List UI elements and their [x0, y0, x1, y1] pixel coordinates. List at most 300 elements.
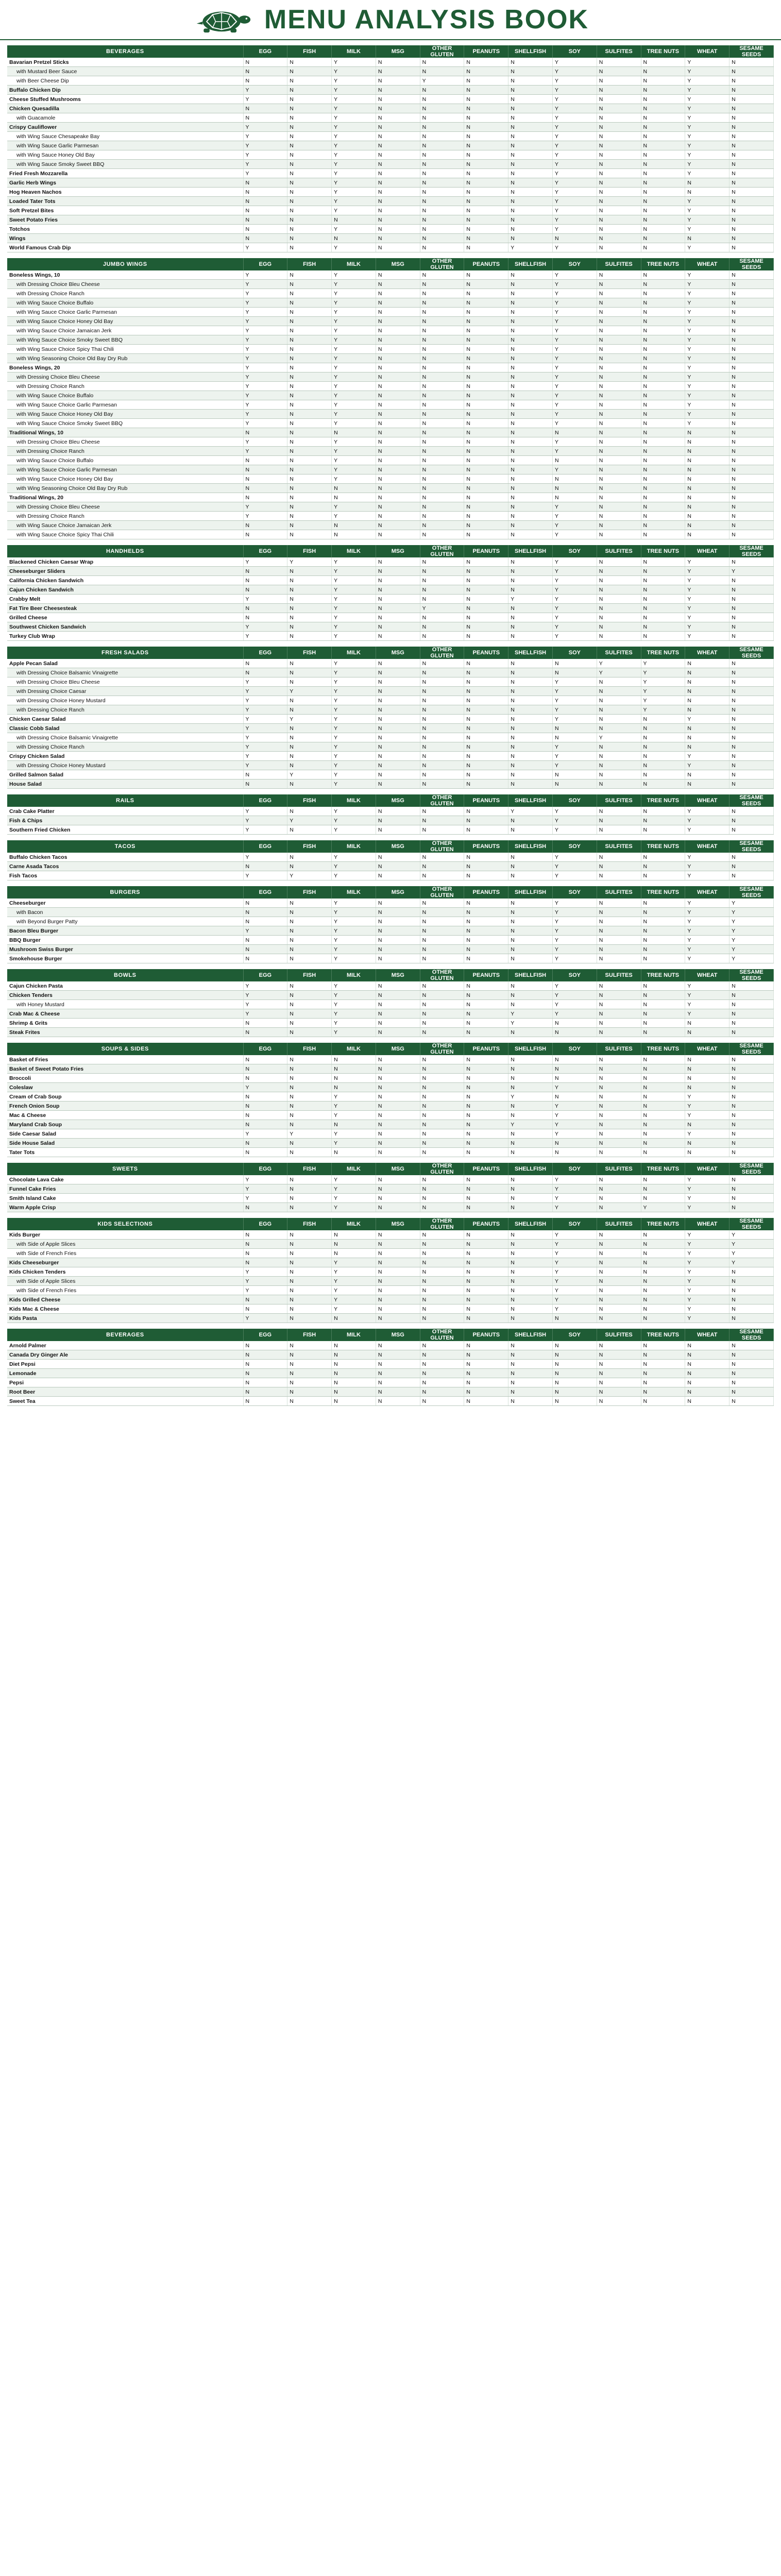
allergen-cell: N — [287, 530, 332, 539]
table-row — [7, 1295, 774, 1304]
allergen-cell: N — [332, 1120, 376, 1129]
allergen-cell: N — [508, 576, 553, 585]
allergen-cell: Y — [332, 733, 376, 742]
table-row — [7, 86, 774, 95]
table-row — [7, 604, 774, 613]
allergen-cell: N — [729, 1341, 774, 1350]
allergen-cell: N — [376, 1064, 420, 1074]
modifier-name: with Wing Sauce Smoky Sweet BBQ — [7, 160, 243, 169]
item-name: Southern Fried Chicken — [7, 825, 243, 835]
allergen-cell: N — [597, 308, 641, 317]
allergen-cell: N — [287, 1092, 332, 1101]
allergen-cell: Y — [685, 1286, 729, 1295]
allergen-cell: Y — [685, 816, 729, 825]
table-row — [7, 243, 774, 252]
allergen-cell: N — [376, 1120, 420, 1129]
allergen-cell: N — [508, 391, 553, 400]
modifier-name: with Side of French Fries — [7, 1249, 243, 1258]
allergen-cell: N — [641, 595, 685, 604]
allergen-cell: N — [287, 400, 332, 410]
allergen-cell: N — [287, 1378, 332, 1387]
allergen-cell: N — [685, 1148, 729, 1157]
allergen-cell: N — [420, 1304, 464, 1314]
allergen-cell: N — [729, 493, 774, 502]
allergen-cell: N — [464, 1083, 508, 1092]
allergen-cell: N — [597, 502, 641, 512]
allergen-cell: N — [729, 298, 774, 308]
allergen-cell: N — [243, 76, 287, 86]
allergen-cell: N — [729, 557, 774, 567]
section-title: SWEETS — [7, 1163, 243, 1175]
allergen-cell: N — [287, 761, 332, 770]
column-header: EGG — [243, 545, 287, 557]
allergen-cell: N — [420, 1129, 464, 1139]
allergen-cell: N — [729, 474, 774, 484]
table-row — [7, 595, 774, 604]
allergen-cell: Y — [641, 668, 685, 677]
column-header: SULFITES — [597, 1329, 641, 1341]
allergen-cell: N — [464, 141, 508, 150]
allergen-cell: N — [597, 1194, 641, 1203]
allergen-cell: N — [464, 981, 508, 991]
allergen-cell: N — [287, 326, 332, 335]
allergen-cell: N — [287, 58, 332, 67]
allergen-cell: N — [243, 428, 287, 437]
allergen-cell: Y — [685, 1258, 729, 1267]
turtle-logo-icon — [192, 5, 253, 35]
column-header: MSG — [376, 545, 420, 557]
allergen-cell: Y — [332, 76, 376, 86]
allergen-cell: N — [464, 372, 508, 382]
allergen-cell: Y — [332, 1101, 376, 1111]
table-row — [7, 1249, 774, 1258]
allergen-cell: N — [597, 1111, 641, 1120]
allergen-cell: Y — [552, 761, 597, 770]
table-row — [7, 400, 774, 410]
allergen-cell: N — [376, 197, 420, 206]
item-name: Totchos — [7, 225, 243, 234]
allergen-cell: N — [597, 899, 641, 908]
allergen-cell: N — [376, 677, 420, 687]
allergen-cell: Y — [243, 298, 287, 308]
allergen-cell: N — [376, 668, 420, 677]
allergen-cell: N — [376, 530, 420, 539]
table-row — [7, 715, 774, 724]
allergen-cell: N — [508, 705, 553, 715]
allergen-cell: Y — [685, 991, 729, 1000]
allergen-cell: N — [376, 936, 420, 945]
allergen-cell: Y — [243, 696, 287, 705]
allergen-cell: N — [641, 991, 685, 1000]
allergen-cell: N — [287, 1148, 332, 1157]
item-name: Basket of Fries — [7, 1055, 243, 1064]
allergen-cell: N — [420, 1092, 464, 1101]
allergen-cell: N — [287, 705, 332, 715]
column-header: FISH — [287, 840, 332, 853]
allergen-cell: N — [729, 1194, 774, 1203]
allergen-cell: Y — [685, 1230, 729, 1240]
modifier-name: with Wing Sauce Choice Buffalo — [7, 391, 243, 400]
menu-sections — [0, 40, 781, 1406]
allergen-cell: N — [420, 853, 464, 862]
section-title: HANDHELDS — [7, 545, 243, 557]
allergen-cell: N — [420, 1240, 464, 1249]
section-table — [7, 1218, 774, 1323]
allergen-cell: N — [552, 779, 597, 789]
allergen-cell: N — [464, 86, 508, 95]
allergen-cell: N — [243, 225, 287, 234]
allergen-cell: N — [420, 372, 464, 382]
allergen-cell: N — [287, 178, 332, 188]
allergen-cell: N — [376, 465, 420, 474]
section-title: JUMBO WINGS — [7, 258, 243, 270]
allergen-cell: N — [508, 437, 553, 447]
allergen-cell: Y — [332, 696, 376, 705]
allergen-cell: N — [332, 521, 376, 530]
item-name: Sweet Potato Fries — [7, 215, 243, 225]
allergen-cell: N — [685, 1074, 729, 1083]
allergen-cell: N — [597, 622, 641, 632]
modifier-name: with Dressing Choice Bleu Cheese — [7, 677, 243, 687]
allergen-cell: N — [243, 113, 287, 123]
allergen-cell: Y — [552, 178, 597, 188]
modifier-name: with Wing Sauce Choice Jamaican Jerk — [7, 521, 243, 530]
allergen-cell: N — [729, 715, 774, 724]
allergen-cell: Y — [641, 1203, 685, 1212]
section-header-row — [7, 45, 774, 58]
allergen-cell: Y — [508, 1019, 553, 1028]
allergen-cell: N — [376, 67, 420, 76]
allergen-cell: N — [243, 484, 287, 493]
allergen-cell: N — [420, 160, 464, 169]
item-name: Cajun Chicken Pasta — [7, 981, 243, 991]
table-row — [7, 981, 774, 991]
allergen-cell: N — [464, 1295, 508, 1304]
column-header: SOY — [552, 886, 597, 899]
allergen-cell: Y — [332, 779, 376, 789]
allergen-cell: N — [685, 178, 729, 188]
allergen-cell: Y — [332, 298, 376, 308]
allergen-cell: Y — [685, 622, 729, 632]
modifier-name: with Side of Apple Slices — [7, 1277, 243, 1286]
allergen-cell: N — [464, 113, 508, 123]
allergen-cell: Y — [552, 326, 597, 335]
allergen-cell: N — [685, 770, 729, 779]
allergen-cell: N — [685, 1387, 729, 1397]
item-name: House Salad — [7, 779, 243, 789]
allergen-cell: N — [597, 715, 641, 724]
column-header: SULFITES — [597, 1163, 641, 1175]
allergen-cell: N — [332, 1369, 376, 1378]
allergen-cell: Y — [552, 1101, 597, 1111]
allergen-cell: N — [287, 76, 332, 86]
allergen-cell: N — [420, 936, 464, 945]
allergen-cell: N — [420, 742, 464, 752]
allergen-cell: Y — [243, 1267, 287, 1277]
allergen-cell: N — [464, 1064, 508, 1074]
allergen-cell: N — [641, 280, 685, 289]
allergen-cell: N — [508, 945, 553, 954]
allergen-cell: N — [508, 1175, 553, 1184]
allergen-cell: N — [420, 1203, 464, 1212]
allergen-cell: N — [376, 1258, 420, 1267]
allergen-cell: N — [508, 428, 553, 437]
table-row — [7, 1397, 774, 1406]
column-header: OTHER GLUTEN — [420, 545, 464, 557]
allergen-cell: Y — [552, 502, 597, 512]
allergen-cell: N — [729, 1304, 774, 1314]
allergen-cell: N — [243, 613, 287, 622]
allergen-cell: N — [376, 178, 420, 188]
allergen-cell: Y — [332, 567, 376, 576]
allergen-cell: N — [508, 484, 553, 493]
allergen-cell: N — [287, 613, 332, 622]
allergen-cell: N — [597, 335, 641, 345]
allergen-cell: N — [597, 705, 641, 715]
allergen-cell: N — [464, 160, 508, 169]
allergen-cell: N — [376, 391, 420, 400]
allergen-cell: N — [685, 724, 729, 733]
allergen-cell: N — [641, 604, 685, 613]
allergen-cell: N — [376, 1387, 420, 1397]
table-row — [7, 1286, 774, 1295]
allergen-cell: N — [376, 474, 420, 484]
allergen-cell: N — [243, 197, 287, 206]
allergen-cell: N — [420, 150, 464, 160]
allergen-cell: N — [287, 1175, 332, 1184]
allergen-cell: N — [729, 484, 774, 493]
allergen-cell: N — [508, 206, 553, 215]
allergen-cell: N — [464, 1277, 508, 1286]
allergen-cell: N — [508, 1000, 553, 1009]
allergen-cell: N — [287, 493, 332, 502]
allergen-cell: N — [376, 428, 420, 437]
column-header: MSG — [376, 258, 420, 270]
allergen-cell: Y — [685, 225, 729, 234]
modifier-name: with Dressing Choice Ranch — [7, 512, 243, 521]
allergen-cell: N — [464, 991, 508, 1000]
allergen-cell: N — [243, 493, 287, 502]
allergen-cell: N — [508, 326, 553, 335]
allergen-cell: N — [376, 1350, 420, 1360]
allergen-cell: N — [420, 622, 464, 632]
allergen-cell: N — [685, 493, 729, 502]
allergen-cell: Y — [332, 86, 376, 95]
allergen-cell: Y — [332, 58, 376, 67]
allergen-cell: N — [376, 595, 420, 604]
allergen-cell: Y — [332, 169, 376, 178]
table-row — [7, 150, 774, 160]
allergen-cell: N — [287, 908, 332, 917]
allergen-cell: N — [597, 1286, 641, 1295]
allergen-cell: N — [420, 677, 464, 687]
allergen-cell: N — [597, 104, 641, 113]
allergen-cell: N — [508, 567, 553, 576]
section-header-row — [7, 1043, 774, 1055]
modifier-name: with Wing Sauce Chesapeake Bay — [7, 132, 243, 141]
modifier-name: with Wing Sauce Honey Old Bay — [7, 150, 243, 160]
column-header: OTHER GLUTEN — [420, 1218, 464, 1230]
allergen-cell: Y — [332, 197, 376, 206]
modifier-name: with Wing Sauce Choice Spicy Thai Chili — [7, 345, 243, 354]
allergen-cell: N — [641, 761, 685, 770]
allergen-cell: N — [641, 567, 685, 576]
allergen-cell: N — [685, 659, 729, 668]
table-row — [7, 1074, 774, 1083]
allergen-cell: Y — [685, 1129, 729, 1139]
allergen-cell: N — [464, 447, 508, 456]
allergen-cell: N — [332, 1083, 376, 1092]
allergen-cell: N — [729, 632, 774, 641]
allergen-cell: N — [641, 1341, 685, 1350]
allergen-cell: N — [420, 465, 464, 474]
allergen-cell: N — [597, 1083, 641, 1092]
allergen-cell: N — [464, 622, 508, 632]
allergen-cell: Y — [685, 410, 729, 419]
allergen-cell: N — [729, 622, 774, 632]
allergen-cell: Y — [243, 243, 287, 252]
allergen-cell: Y — [729, 926, 774, 936]
allergen-cell: Y — [332, 160, 376, 169]
allergen-cell: Y — [685, 613, 729, 622]
item-name: Blackened Chicken Caesar Wrap — [7, 557, 243, 567]
allergen-cell: N — [508, 908, 553, 917]
allergen-cell: N — [332, 1055, 376, 1064]
allergen-cell: Y — [685, 871, 729, 880]
allergen-cell: N — [376, 1074, 420, 1083]
allergen-cell: N — [597, 354, 641, 363]
column-header: SESAME SEEDS — [729, 647, 774, 659]
allergen-cell: N — [597, 853, 641, 862]
allergen-cell: Y — [243, 512, 287, 521]
allergen-cell: N — [729, 86, 774, 95]
allergen-cell: N — [597, 493, 641, 502]
allergen-cell: N — [464, 668, 508, 677]
allergen-cell: N — [729, 150, 774, 160]
allergen-cell: Y — [685, 160, 729, 169]
allergen-cell: N — [287, 521, 332, 530]
allergen-cell: N — [287, 752, 332, 761]
allergen-cell: Y — [332, 981, 376, 991]
allergen-cell: N — [729, 1101, 774, 1111]
modifier-name: with Dressing Choice Ranch — [7, 382, 243, 391]
allergen-cell: Y — [243, 280, 287, 289]
allergen-cell: N — [508, 954, 553, 963]
allergen-cell: N — [508, 1194, 553, 1203]
table-row — [7, 67, 774, 76]
allergen-cell: Y — [552, 981, 597, 991]
modifier-name: with Wing Sauce Choice Smoky Sweet BBQ — [7, 419, 243, 428]
allergen-cell: N — [376, 1009, 420, 1019]
allergen-cell: Y — [552, 280, 597, 289]
item-name: Kids Chicken Tenders — [7, 1267, 243, 1277]
allergen-cell: Y — [685, 1203, 729, 1212]
table-row — [7, 807, 774, 816]
allergen-cell: N — [508, 419, 553, 428]
allergen-cell: N — [287, 1009, 332, 1019]
allergen-cell: Y — [332, 326, 376, 335]
allergen-cell: Y — [332, 585, 376, 595]
allergen-cell: N — [376, 733, 420, 742]
allergen-cell: N — [287, 113, 332, 123]
allergen-cell: Y — [685, 289, 729, 298]
allergen-cell: N — [552, 1314, 597, 1323]
allergen-cell: Y — [552, 372, 597, 382]
allergen-cell: N — [287, 215, 332, 225]
allergen-cell: N — [464, 1184, 508, 1194]
column-header: MILK — [332, 840, 376, 853]
section-table — [7, 886, 774, 963]
allergen-cell: N — [287, 696, 332, 705]
allergen-cell: N — [508, 981, 553, 991]
allergen-cell: Y — [641, 696, 685, 705]
allergen-cell: N — [729, 308, 774, 317]
allergen-cell: N — [376, 1111, 420, 1120]
allergen-cell: Y — [685, 954, 729, 963]
allergen-cell: N — [641, 1000, 685, 1009]
allergen-cell: N — [641, 1387, 685, 1397]
allergen-cell: N — [376, 1240, 420, 1249]
allergen-cell: Y — [332, 410, 376, 419]
allergen-cell: N — [729, 779, 774, 789]
allergen-cell: N — [597, 270, 641, 280]
allergen-cell: N — [597, 595, 641, 604]
section-title: TACOS — [7, 840, 243, 853]
allergen-cell: Y — [552, 1083, 597, 1092]
table-row — [7, 474, 774, 484]
allergen-cell: Y — [685, 419, 729, 428]
item-name: Crabby Melt — [7, 595, 243, 604]
allergen-cell: N — [597, 1074, 641, 1083]
allergen-cell: N — [420, 705, 464, 715]
modifier-name: with Wing Sauce Choice Buffalo — [7, 456, 243, 465]
column-header: SOY — [552, 45, 597, 58]
item-name: Steak Frites — [7, 1028, 243, 1037]
allergen-cell: N — [729, 326, 774, 335]
allergen-cell: N — [641, 76, 685, 86]
allergen-cell: Y — [552, 382, 597, 391]
allergen-cell: N — [729, 391, 774, 400]
allergen-cell: N — [641, 410, 685, 419]
allergen-cell: N — [420, 1341, 464, 1350]
allergen-cell: N — [464, 234, 508, 243]
allergen-cell: Y — [332, 862, 376, 871]
allergen-cell: N — [552, 1148, 597, 1157]
allergen-cell: Y — [552, 853, 597, 862]
allergen-cell: N — [641, 899, 685, 908]
allergen-cell: N — [243, 1240, 287, 1249]
allergen-cell: N — [376, 1083, 420, 1092]
item-name: Kids Cheeseburger — [7, 1258, 243, 1267]
allergen-cell: N — [685, 1341, 729, 1350]
allergen-cell: N — [508, 742, 553, 752]
allergen-cell: N — [641, 926, 685, 936]
column-header: OTHER GLUTEN — [420, 45, 464, 58]
allergen-cell: Y — [685, 981, 729, 991]
allergen-cell: N — [597, 908, 641, 917]
allergen-cell: N — [420, 1314, 464, 1323]
allergen-cell: N — [420, 1277, 464, 1286]
allergen-cell: Y — [685, 335, 729, 345]
allergen-cell: N — [376, 981, 420, 991]
allergen-cell: Y — [508, 807, 553, 816]
allergen-cell: N — [376, 1194, 420, 1203]
allergen-cell: N — [243, 1230, 287, 1240]
column-header: FISH — [287, 794, 332, 807]
section-header-row — [7, 258, 774, 270]
allergen-cell: N — [464, 169, 508, 178]
allergen-cell: Y — [552, 742, 597, 752]
